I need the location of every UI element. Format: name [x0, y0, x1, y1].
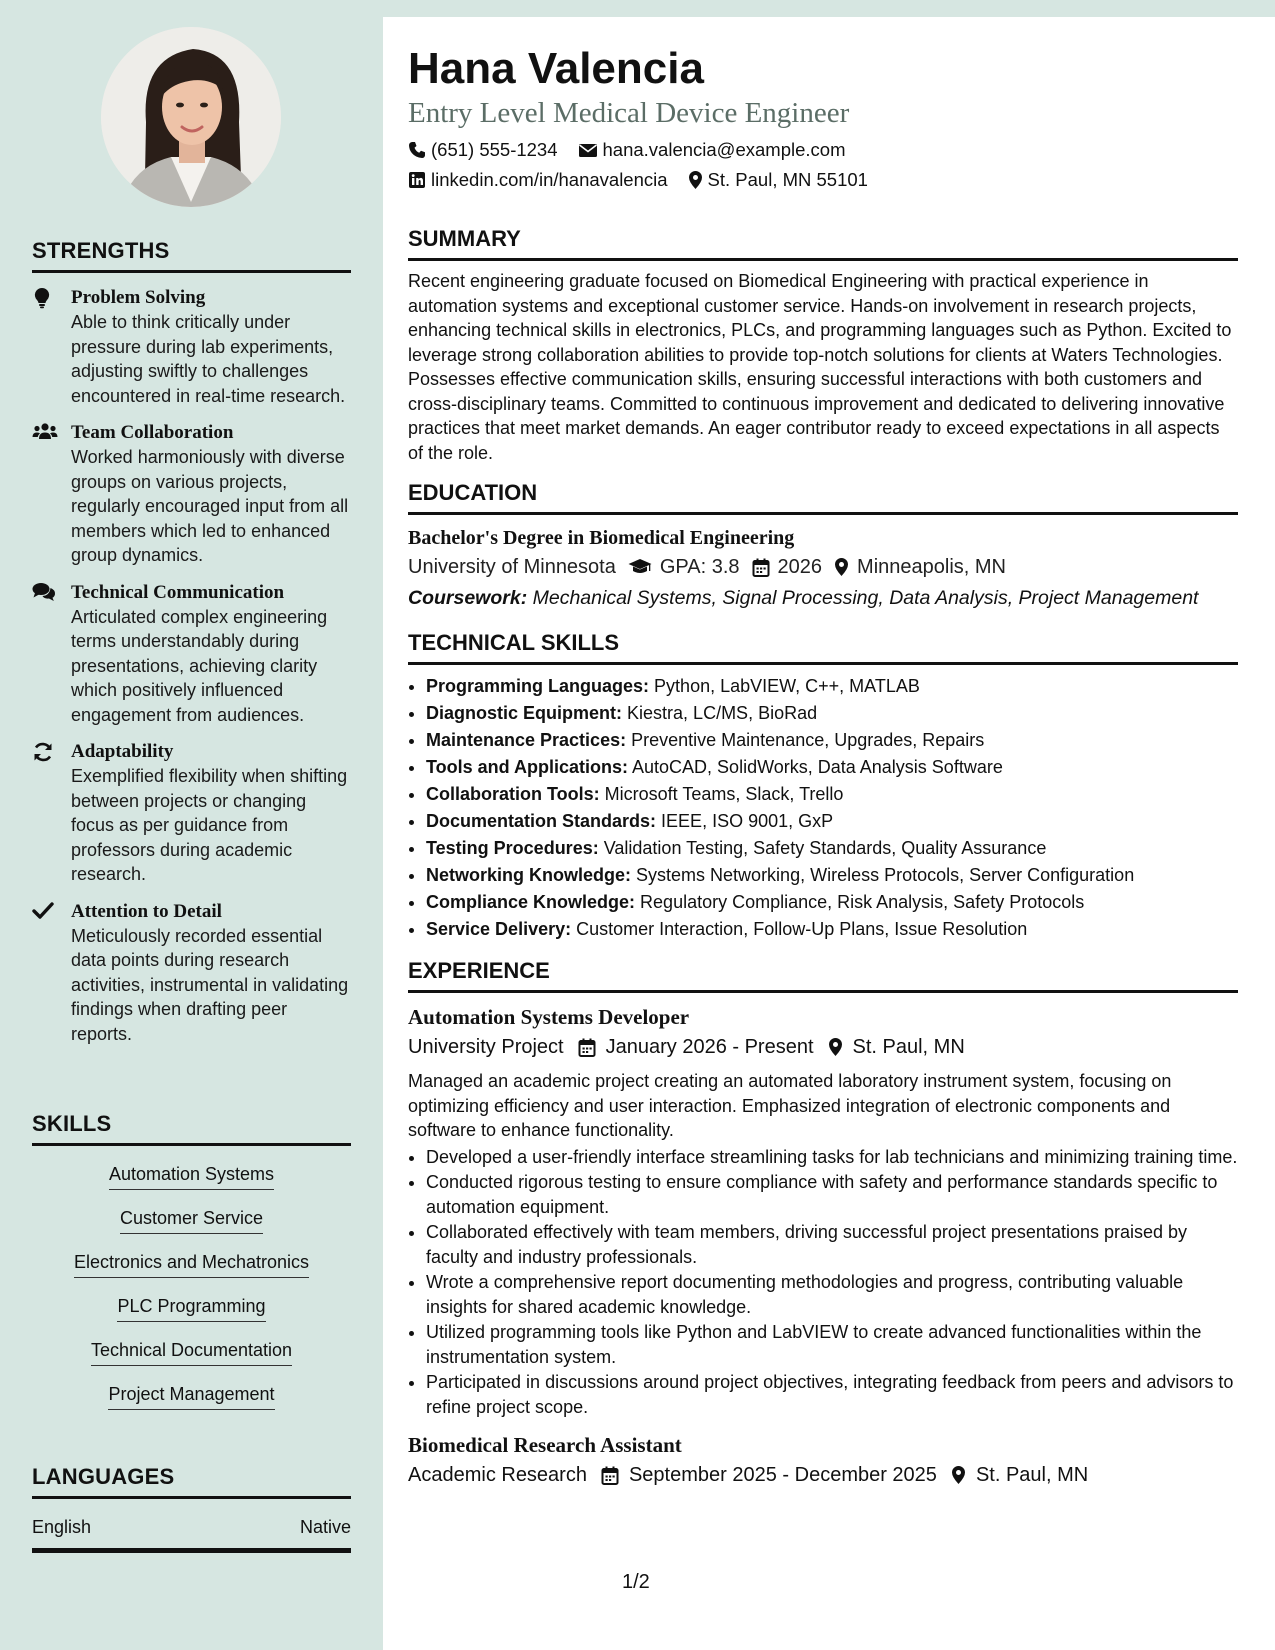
list-item	[426, 808, 1238, 835]
map-marker-icon	[834, 557, 849, 577]
skill-values: Validation Testing, Safety Standards, Quality Assurance	[603, 838, 1047, 858]
page-number: 1/2	[622, 1571, 650, 1593]
strength-item	[32, 421, 351, 568]
coursework-label: Coursework:	[408, 587, 528, 609]
comments-icon	[32, 582, 56, 604]
skill-category: Maintenance Practices:	[426, 730, 627, 750]
skill-category: Programming Languages:	[426, 676, 650, 696]
skill-values: Systems Networking, Wireless Protocols, Server Configuration	[636, 865, 1135, 885]
linkedin-icon	[408, 171, 426, 189]
languages-section	[32, 1464, 351, 1553]
strength-desc: Able to think critically under pressure during lab experiments, adjusting swiftly to challenges encountered in real-time research.	[71, 312, 346, 406]
skill-values: Microsoft Teams, Slack, Trello	[604, 784, 844, 804]
education-heading: EDUCATION	[408, 480, 1238, 515]
main-column	[383, 17, 1275, 1650]
coursework	[408, 583, 1238, 613]
technical-skills-section	[408, 630, 1238, 943]
job-description: Managed an academic project creating an automated laboratory instrument system, focusing on optimizing efficiency and user interaction. Emphasized integration of electronic components and software to enhance functionality.	[408, 1071, 1172, 1140]
calendar-icon	[601, 1466, 619, 1485]
skill-values: Kiestra, LC/MS, BioRad	[627, 703, 818, 723]
job-org: Academic Research	[408, 1464, 587, 1486]
technical-skills-list	[408, 673, 1238, 943]
job-entry	[408, 1431, 1238, 1491]
education-location: Minneapolis, MN	[857, 556, 1006, 578]
list-item	[426, 700, 1238, 727]
job-location: St. Paul, MN	[852, 1036, 965, 1058]
contact-email[interactable]	[578, 135, 846, 165]
graduation-cap-icon	[628, 558, 652, 576]
skill-list	[32, 1152, 351, 1416]
envelope-icon	[578, 142, 598, 158]
skill-item: Customer Service	[120, 1206, 263, 1234]
skill-item: Automation Systems	[109, 1162, 274, 1190]
list-item	[426, 889, 1238, 916]
map-marker-icon	[688, 170, 703, 190]
experience-heading: EXPERIENCE	[408, 958, 1238, 993]
job-meta	[408, 1031, 1238, 1063]
job-dates: January 2026 - Present	[605, 1036, 814, 1058]
strength-title: Team Collaboration	[71, 422, 234, 443]
skill-category: Compliance Knowledge:	[426, 892, 636, 912]
strength-desc: Exemplified flexibility when shifting between projects or changing focus as per guidance from professors during academic research.	[71, 766, 348, 884]
education-section	[408, 480, 1238, 613]
list-item	[426, 916, 1238, 943]
skill-category: Networking Knowledge:	[426, 865, 632, 885]
coursework-list: Mechanical Systems, Signal Processing, Data Analysis, Project Management	[532, 587, 1199, 609]
calendar-icon	[752, 558, 770, 577]
languages-heading: LANGUAGES	[32, 1464, 351, 1499]
list-item	[426, 862, 1238, 889]
skills-heading: SKILLS	[32, 1111, 351, 1146]
lightbulb-icon	[32, 287, 56, 309]
contact-phone[interactable]	[408, 135, 558, 165]
strength-title: Problem Solving	[71, 287, 206, 308]
strength-title: Attention to Detail	[71, 900, 222, 922]
email-text: hana.valencia@example.com	[602, 139, 846, 160]
strength-title: Adaptability	[71, 741, 174, 762]
list-item: • Participated in discussions around project objectives, integrating feedback from peers and advisors to refine project scope.	[426, 1370, 1238, 1419]
strength-item	[32, 581, 351, 728]
strength-item	[32, 286, 351, 408]
strength-title: Technical Communication	[71, 581, 285, 603]
candidate-title: Entry Level Medical Device Engineer	[408, 97, 850, 129]
sidebar	[0, 0, 383, 1650]
school-name: University of Minnesota	[408, 556, 616, 578]
list-item	[426, 673, 1238, 700]
candidate-name: Hana Valencia	[408, 44, 704, 93]
skill-category: Testing Procedures:	[426, 838, 599, 858]
skill-values: Regulatory Compliance, Risk Analysis, Safety Protocols	[640, 892, 1085, 912]
summary-heading: SUMMARY	[408, 226, 1238, 261]
skill-category: Service Delivery:	[426, 919, 572, 939]
skill-values: IEEE, ISO 9001, GxP	[661, 811, 834, 831]
strength-item	[32, 740, 351, 887]
contact-location	[688, 165, 868, 195]
contact-row	[408, 165, 1238, 195]
list-item	[426, 754, 1238, 781]
refresh-icon	[32, 741, 56, 763]
skill-values: Preventive Maintenance, Upgrades, Repairs	[631, 730, 985, 750]
users-icon	[32, 422, 56, 444]
list-item: • Collaborated effectively with team members, driving successful project presentations praised by faculty and industry professionals.	[426, 1220, 1238, 1269]
summary-section	[408, 226, 1238, 465]
skill-values: AutoCAD, SolidWorks, Data Analysis Software	[632, 757, 1003, 777]
contact-linkedin[interactable]	[408, 165, 668, 195]
list-item	[426, 835, 1238, 862]
job-org: University Project	[408, 1036, 564, 1058]
graduation-year: 2026	[777, 556, 823, 578]
check-icon	[32, 901, 56, 923]
skill-item: Electronics and Mechatronics	[74, 1250, 309, 1278]
skill-category: Diagnostic Equipment:	[426, 703, 623, 723]
map-marker-icon	[951, 1465, 966, 1485]
job-title: Biomedical Research Assistant	[408, 1433, 682, 1457]
phone-text: (651) 555-1234	[431, 139, 558, 160]
skill-category: Collaboration Tools:	[426, 784, 600, 804]
linkedin-text: linkedin.com/in/hanavalencia	[431, 169, 668, 190]
contact-row	[408, 135, 1238, 165]
profile-photo	[101, 27, 281, 207]
skill-category: Documentation Standards:	[426, 811, 657, 831]
degree-name: Bachelor's Degree in Biomedical Engineering	[408, 527, 795, 549]
list-item: • Utilized programming tools like Python and LabVIEW to create advanced functionalities within the instrumentation system.	[426, 1320, 1238, 1369]
strength-item	[32, 900, 351, 1047]
language-name: English	[32, 1517, 92, 1537]
skill-values: Python, LabVIEW, C++, MATLAB	[654, 676, 920, 696]
skill-item: Technical Documentation	[91, 1338, 292, 1366]
education-meta	[408, 551, 1238, 583]
gpa-text: GPA: 3.8	[659, 556, 740, 578]
strength-desc: Meticulously recorded essential data points during research activities, instrumental in validating findings when drafting peer reports.	[71, 925, 349, 1044]
strength-desc: Articulated complex engineering terms understandably during presentations, achieving clarity which positively influenced engagement from audiences.	[71, 606, 328, 725]
technical-skills-heading: TECHNICAL SKILLS	[408, 630, 1238, 665]
skills-section	[32, 1111, 351, 1416]
job-location: St. Paul, MN	[975, 1464, 1089, 1486]
job-meta	[408, 1459, 1238, 1491]
skill-category: Tools and Applications:	[426, 757, 628, 777]
strength-desc: Worked harmoniously with diverse groups on various projects, regularly encouraged input from all members which led to enhanced group dynamics.	[71, 447, 349, 565]
location-text: St. Paul, MN 55101	[707, 169, 868, 190]
map-marker-icon	[828, 1037, 843, 1057]
language-row	[32, 1517, 351, 1553]
job-entry	[408, 1003, 1238, 1419]
phone-icon	[408, 141, 426, 159]
strengths-heading: STRENGTHS	[32, 238, 351, 273]
list-item: • Wrote a comprehensive report documenting methodologies and progress, contributing valuable insights for shared academic knowledge.	[426, 1270, 1238, 1319]
language-level: Native	[299, 1517, 351, 1537]
skill-item: PLC Programming	[117, 1294, 265, 1322]
job-dates: September 2025 - December 2025	[628, 1464, 937, 1486]
summary-text: Recent engineering graduate focused on Biomedical Engineering with practical experience in automation systems and exceptional customer service. Hands-on involvement in research projects, enhancing technical skills in electronics, PLCs, and programming languages such as Python. Excited to leverage strong collaboration abilities to provide top-notch solutions for clients at Waters Technologies. Possesses effective communication skills, ensuring successful interactions with both customers and cross-disciplinary teams. Committed to continuous improvement and dedicated to delivering innovative practices that meet market demands. An eager contributor ready to exceed expectations in all aspects of the role.	[408, 271, 1232, 463]
list-item: • Conducted rigorous testing to ensure compliance with safety and performance standards specific to automation equipment.	[426, 1170, 1238, 1219]
skill-values: Customer Interaction, Follow-Up Plans, Issue Resolution	[576, 919, 1028, 939]
list-item	[426, 727, 1238, 754]
job-bullets	[408, 1145, 1238, 1420]
experience-section	[408, 958, 1238, 1491]
calendar-icon	[578, 1038, 596, 1057]
skill-item: Project Management	[108, 1382, 274, 1410]
job-title: Automation Systems Developer	[408, 1005, 690, 1029]
list-item	[426, 781, 1238, 808]
list-item: • Developed a user-friendly interface streamlining tasks for lab technicians and minimizing training time.	[426, 1145, 1238, 1170]
strengths-section	[32, 238, 351, 1046]
